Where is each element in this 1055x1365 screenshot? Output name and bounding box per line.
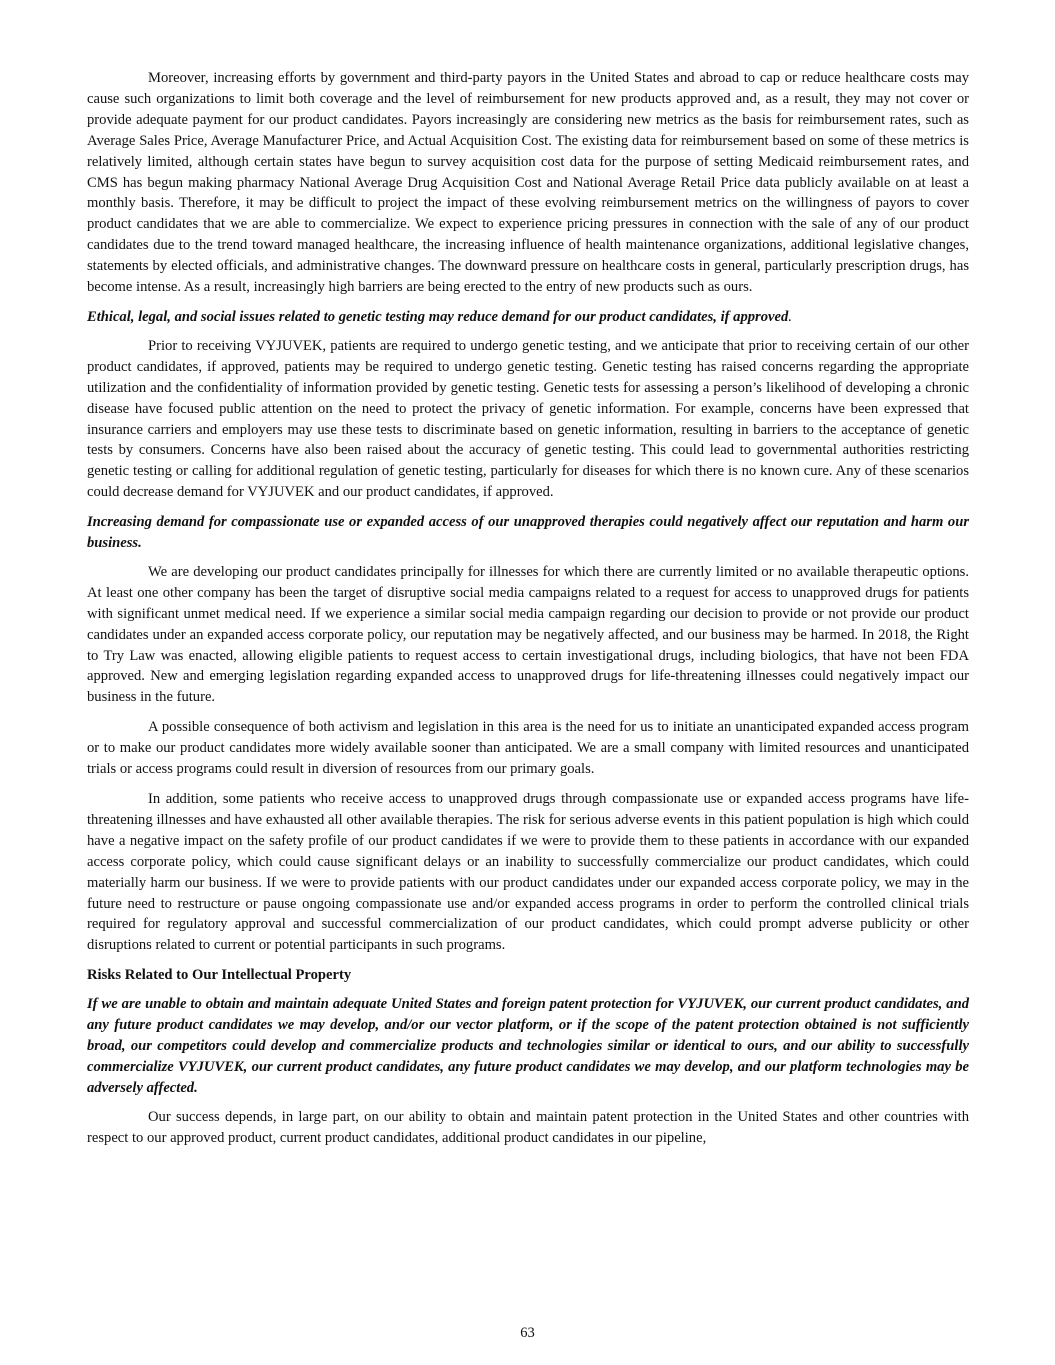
paragraph-patent-protection: Our success depends, in large part, on our ability to obtain and maintain patent protection in the United States and other countries with respect to our approved product, current product candidates, additional product candidates in our pipeline, <box>87 1108 969 1146</box>
section-heading-intellectual-property: Risks Related to Our Intellectual Property <box>87 967 352 984</box>
page-number: 63 <box>520 1325 535 1341</box>
paragraph-reimbursement-pressures: Moreover, increasing efforts by government and third-party payors in the United States and abroad to cap or reduce healthcare costs may cause such organizations to limit both coverage and the level of reimbursement for new products approved and, as a result, they may not cover or provide adequate payment for our product candidates. Payors increasingly are considering new metrics as the basis for reimbursement rates, such as Average Sales Price, Average Manufacturer Price, and Actual Acquisition Cost. The existing data for reimbursement based on some of these metrics is relatively limited, although certain states have begun to survey acquisition cost data for the purpose of setting Medicaid reimbursement rates, and CMS has begun making pharmacy National Average Drug Acquisition Cost and National Average Retail Price data publicly available on at least a monthly basis. Therefore, it may be difficult to project the impact of these evolving reimbursement metrics on the willingness of payors to cover product candidates that we are able to commercialize. We expect to experience pricing pressures in connection with the sale of any of our product candidates due to the trend toward managed healthcare, the increasing influence of health maintenance organizations, additional legislative changes, statements by elected officials, and administrative changes. The downward pressure on healthcare costs in general, particularly prescription drugs, has become intense. As a result, increasingly high barriers are being erected to the entry of new products such as ours. <box>87 70 969 296</box>
risk-heading-patent-protection: If we are unable to obtain and maintain adequate United States and foreign patent protection for VYJUVEK, our current product candidates, and any future product candidates we may develop, and/or our vector platform, or if the scope of the patent protection obtained is not sufficiently broad, our competitors could develop and commercialize products and technologies similar or identical to ours, and our ability to successfully commercialize VYJUVEK, our current product candidates, any future product candidates we may develop, and our platform technologies may be adversely affected. <box>87 996 969 1096</box>
paragraph-genetic-testing: Prior to receiving VYJUVEK, patients are required to undergo genetic testing, and we anticipate that prior to receiving certain of our other product candidates, if approved, patients may be required to undergo genetic testing. Genetic testing has raised concerns regarding the appropriate utilization and the confidentiality of information provided by genetic testing. Genetic tests for assessing a person’s likelihood of developing a chronic disease have focused public attention on the need to protect the privacy of genetic information. For example, concerns have been expressed that insurance carriers and employers may use these tests to discriminate based on genetic information, resulting in barriers to the acceptance of genetic tests by consumers. Concerns have also been raised about the accuracy of genetic testing. This could lead to governmental authorities restricting genetic testing or calling for additional regulation of genetic testing, particularly for diseases for which there is no known cure. Any of these scenarios could decrease demand for VYJUVEK and our product candidates, if approved. <box>87 337 969 501</box>
risk-heading-genetic-testing <box>87 307 969 328</box>
risk-heading-compassionate-use: Increasing demand for compassionate use or expanded access of our unapproved therapies could negatively affect our reputation and harm our business. <box>87 514 969 552</box>
risk-heading-genetic-testing-period: . <box>788 308 792 325</box>
paragraph-compassionate-use-2: A possible consequence of both activism and legislation in this area is the need for us to initiate an unanticipated expanded access program or to make our product candidates more widely available sooner than anticipated. We are a small company with limited resources and unanticipated trials or access programs could result in diversion of resources from our primary goals. <box>87 719 969 778</box>
risk-heading-genetic-testing-text: Ethical, legal, and social issues related to genetic testing may reduce demand for our product candidates, if approved <box>87 308 789 325</box>
paragraph-compassionate-use-3: In addition, some patients who receive access to unapproved drugs through compassionate use or expanded access programs have life-threatening illnesses and have exhausted all other available therapies. The risk for serious adverse events in this patient population is high which could have a negative impact on the safety profile of our product candidates if we were to provide them to these patients in accordance with our expanded access corporate policy, which could cause significant delays or an inability to successfully commercialize our product candidates, which could materially harm our business. If we were to provide patients with our product candidates under our expanded access corporate policy, we may in the future need to restructure or pause ongoing compassionate use and/or expanded access programs in order to perform the controlled clinical trials required for regulatory approval and successful commercialization of our product candidates, which could prompt adverse publicity or other disruptions related to current or potential participants in such programs. <box>87 791 969 954</box>
paragraph-compassionate-use-1: We are developing our product candidates principally for illnesses for which there are currently limited or no available therapeutic options. At least one other company has been the target of disruptive social media campaigns related to a request for access to unapproved drugs for patients with significant unmet medical need. If we experience a similar social media campaign regarding our decision to provide or not provide our product candidates under an expanded access corporate policy, our reputation may be negatively affected, and our business may be harmed. In 2018, the Right to Try Law was enacted, allowing eligible patients to request access to certain investigational drugs, including biologics, that have not been FDA approved. New and emerging legislation regarding expanded access to unapproved drugs for life-threatening illnesses could negatively impact our business in the future. <box>87 563 969 706</box>
document-page <box>87 68 969 1158</box>
